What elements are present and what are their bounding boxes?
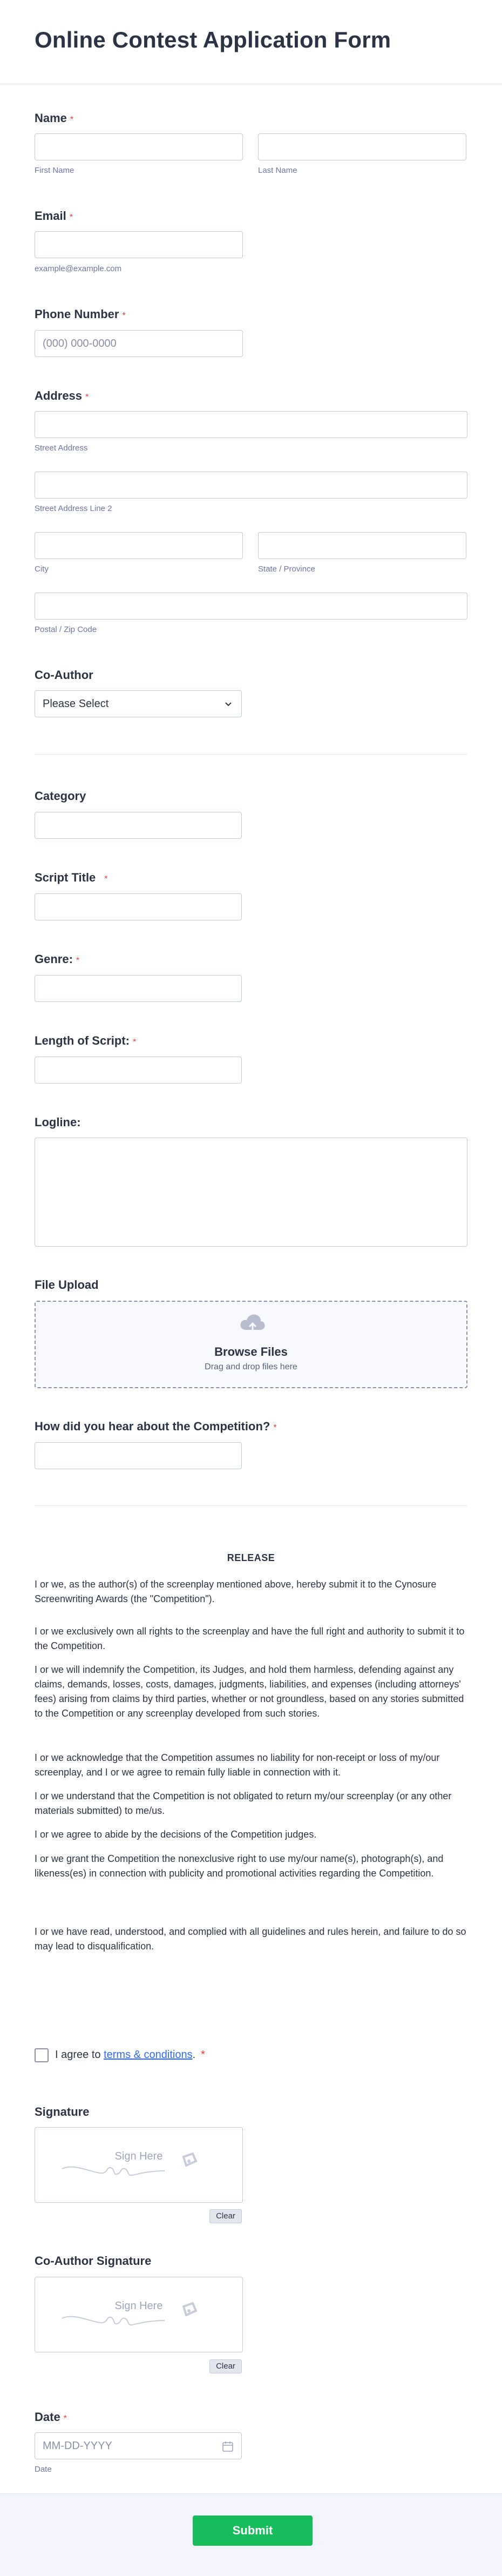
submit-button[interactable]: Submit xyxy=(193,2516,313,2546)
section-divider xyxy=(35,1505,467,1506)
release-heading: RELEASE xyxy=(227,1552,275,1563)
date-input[interactable] xyxy=(35,2432,242,2459)
coauthor-signature-label: Co-Author Signature xyxy=(35,2254,152,2268)
date-sublabel: Date xyxy=(35,2465,52,2474)
terms-link[interactable]: terms & conditions xyxy=(104,2049,193,2061)
release-paragraph: I or we agree to abide by the decisions of the Competition judges. xyxy=(35,1829,317,1840)
street-address-input[interactable] xyxy=(35,411,467,438)
date-placeholder: MM-DD-YYYY xyxy=(43,2440,112,2452)
release-paragraph: I or we, as the author(s) of the screenplay mentioned above, hereby submit it to the Cynosure Screenwriting Awards (the "Competition"). xyxy=(35,1579,437,1604)
email-label: Email * xyxy=(35,209,73,223)
release-paragraph: I or we exclusively own all rights to the screenplay and have the full right and authority to submit it to the Competition. xyxy=(35,1626,465,1651)
hear-label: How did you hear about the Competition? * xyxy=(35,1420,277,1433)
first-name-input[interactable] xyxy=(35,133,243,160)
cloud-upload-icon xyxy=(239,1311,267,1334)
name-label: Name * xyxy=(35,111,74,125)
browse-files-text: Browse Files xyxy=(214,1345,288,1358)
script-title-input[interactable] xyxy=(35,893,242,920)
phone-placeholder: (000) 000-0000 xyxy=(43,338,117,349)
phone-label: Phone Number * xyxy=(35,307,126,321)
signature-placeholder-icon xyxy=(57,2297,224,2335)
city-input[interactable] xyxy=(35,532,243,559)
release-paragraph: I or we will indemnify the Competition, its Judges, and hold them harmless, defending against any claims, demands, losses, costs, damages, judgments, liabilities, and expenses (including attorneys' fees) arising from claims by third parties, whether or not groundless, based on any stories submitted to the Competition or any screenplay developed from such stories. xyxy=(35,1664,464,1719)
category-label: Category xyxy=(35,789,86,803)
signature-pad[interactable] xyxy=(35,2127,243,2203)
zip-input[interactable] xyxy=(35,593,467,620)
release-paragraph: I or we grant the Competition the nonexclusive right to use my/our name(s), photograph(s), and likeness(es) in connection with publicity and promotional activities regarding the Competition. xyxy=(35,1853,444,1879)
form-footer xyxy=(0,2493,502,2576)
length-input[interactable] xyxy=(35,1057,242,1084)
script-title-label: Script Title * xyxy=(35,871,108,884)
length-label: Length of Script: * xyxy=(35,1034,137,1047)
coauthor-label: Co-Author xyxy=(35,668,93,682)
file-upload-label: File Upload xyxy=(35,1278,99,1292)
last-name-sublabel: Last Name xyxy=(258,166,297,175)
state-input[interactable] xyxy=(258,532,466,559)
genre-label: Genre: * xyxy=(35,952,80,966)
email-sublabel: example@example.com xyxy=(35,264,122,273)
date-label: Date * xyxy=(35,2410,67,2424)
section-divider xyxy=(35,754,467,755)
hear-input[interactable] xyxy=(35,1442,242,1469)
drag-drop-hint: Drag and drop files here xyxy=(205,1362,297,1371)
street-address2-sublabel: Street Address Line 2 xyxy=(35,504,112,513)
release-paragraph: I or we acknowledge that the Competition assumes no liability for non-receipt or loss of my/our screenplay, and I or we agree to remain fully liable in connection with it. xyxy=(35,1752,440,1778)
logline-label: Logline: xyxy=(35,1115,81,1129)
terms-text: I agree to terms & conditions. * xyxy=(55,2049,205,2061)
state-sublabel: State / Province xyxy=(258,564,315,574)
first-name-sublabel: First Name xyxy=(35,166,74,175)
coauthor-select[interactable] xyxy=(35,690,242,717)
chevron-down-icon xyxy=(223,698,234,709)
genre-input[interactable] xyxy=(35,975,242,1002)
last-name-input[interactable] xyxy=(258,133,466,160)
logline-textarea[interactable] xyxy=(35,1138,467,1247)
street-address-sublabel: Street Address xyxy=(35,443,88,453)
signature-placeholder-icon xyxy=(57,2147,224,2185)
calendar-icon[interactable] xyxy=(222,2440,234,2452)
file-upload-dropzone[interactable] xyxy=(35,1301,467,1388)
street-address2-input[interactable] xyxy=(35,472,467,499)
zip-sublabel: Postal / Zip Code xyxy=(35,625,97,634)
form-header xyxy=(0,0,502,84)
release-paragraph: I or we have read, understood, and complied with all guidelines and rules herein, and failure to do so may lead to disqualification. xyxy=(35,1926,466,1952)
coauthor-signature-clear-button[interactable]: Clear xyxy=(209,2359,242,2373)
sign-here-text: Sign Here xyxy=(114,2150,163,2162)
sign-here-text: Sign Here xyxy=(114,2300,163,2312)
release-paragraph: I or we understand that the Competition is not obligated to return my/our screenplay (or any other materials submitted) to me/us. xyxy=(35,1791,452,1816)
email-input[interactable] xyxy=(35,231,243,258)
signature-clear-button[interactable]: Clear xyxy=(209,2209,242,2223)
address-label: Address * xyxy=(35,389,89,402)
coauthor-signature-pad[interactable] xyxy=(35,2277,243,2352)
phone-input[interactable] xyxy=(35,330,243,357)
terms-checkbox[interactable] xyxy=(35,2048,49,2062)
category-input[interactable] xyxy=(35,812,242,839)
signature-label: Signature xyxy=(35,2105,90,2118)
city-sublabel: City xyxy=(35,564,49,574)
page-title: Online Contest Application Form xyxy=(35,27,391,52)
coauthor-selected-value: Please Select xyxy=(43,698,109,710)
